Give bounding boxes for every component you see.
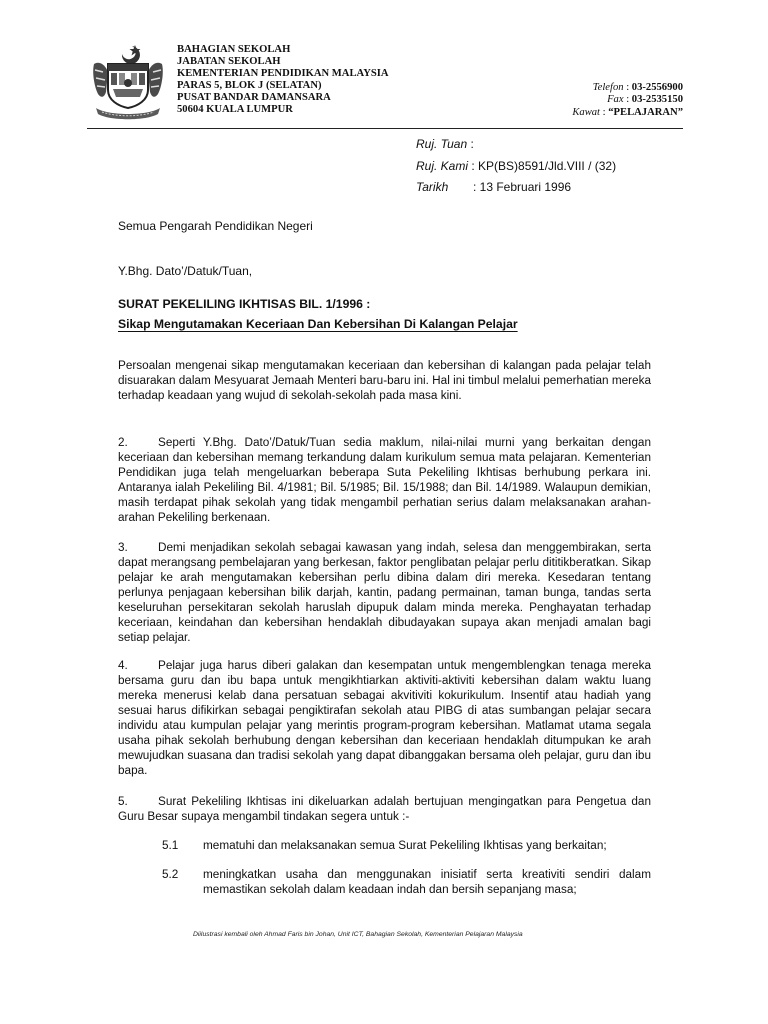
address-line: JABATAN SEKOLAH [177, 56, 281, 68]
contact-label: Kawat [572, 106, 600, 118]
paragraph-4 [118, 658, 651, 778]
footer-credit: Diilustrasi kembali oleh Ahmad Faris bin Johan, Unit ICT, Bahagian Sekolah, Kementerian Pelajaran Malaysia [193, 931, 523, 938]
contact-value: “PELAJARAN” [608, 106, 683, 118]
ref-tarikh [416, 177, 616, 199]
contact-block [572, 82, 683, 119]
paragraph-number: 4. [118, 659, 128, 672]
paragraph-5 [118, 794, 651, 824]
paragraph-text: Persoalan mengenai sikap mengutamakan keceriaan dan kebersihan di kalangan pada pelajar telah disuarakan dalam Mesyuarat Jemaah Menteri baru-baru ini. Hal ini timbul melalui pemerhatian mereka terhadap keadaan yang wujud di sekolah-sekolah pada masa kini. [118, 359, 651, 403]
paragraph-text: Pelajar juga harus diberi galakan dan kesempatan untuk mengemblengkan tenaga mereka bersama guru dan ibu bapa untuk mengikhtiarkan aktiviti-aktiviti kebersihan dalam waktu luang mereka menerusi kelab dana persatuan sebagai akvitiviti kokurikulum. Insentif atau hadiah yang sesuai harus difikirkan sebagai pengiktirafan sekolah atau PIBG di atas sumbangan pelajar secara individu atau kumpulan pelajar yang merintis program-program kebersihan. Matlamat utama segala usaha pihak sekolah berhubung dengan kebersihan dan keceriaan hendaklah ditumpukan ke arah mewujudkan suasana dan tradisi sekolah yang dapat dibanggakan bersama oleh pelajar, guru dan ibu bapa. [118, 659, 651, 778]
ref-tarikh-value: : 13 Februari 1996 [473, 180, 572, 194]
contact-label: Telefon [592, 82, 624, 93]
subitem-number: 5.1 [162, 839, 179, 852]
recipient: Semua Pengarah Pendidikan Negeri [118, 219, 313, 233]
contact-value: 03-2556900 [631, 82, 683, 93]
contact-telefon: Telefon : 03-2556900 [592, 82, 683, 93]
ref-kami-value: : KP(BS)8591/Jld.VIII / (32) [468, 158, 617, 173]
subject-line-1: SURAT PEKELILING IKHTISAS BIL. 1/1996 : [118, 297, 371, 311]
subject-line-2: Sikap Mengutamakan Keceriaan Dan Kebersihan Di Kalangan Pelajar [118, 317, 518, 331]
ref-tuan-sep: : [467, 137, 474, 151]
paragraph-3 [118, 540, 651, 645]
paragraph-number: 3. [118, 541, 128, 554]
reference-block [416, 134, 616, 199]
address-line: PARAS 5, BLOK J (SELATAN) [177, 80, 322, 92]
paragraph-text: Demi menjadikan sekolah sebagai kawasan yang indah, selesa dan menggembirakan, serta dapat merangsang pembelajaran yang berkesan, faktor penglibatan pelajar perlu dititikberatkan. Sikap pelajar ke arah mengutamakan kebersihan perlu dibina dalam diri mereka. Kesedaran tentang perlunya penjagaan kebersihan bilik darjah, kantin, padang permainan, taman bunga, tandas serta keseluruhan persekitaran sekolah haruslah dipupuk dalam minda mereka. Penghayatan terhadap keceriaan, keindahan dan kebersihan hendaklah dibudayakan supaya akan menjadi amalan bagi setiap pelajar. [118, 541, 651, 645]
contact-value: 03-2535150 [631, 94, 683, 106]
ref-tuan-label: Ruj. Tuan [416, 137, 468, 151]
header-divider [87, 128, 683, 129]
paragraph-text: Surat Pekeliling Ikhtisas ini dikeluarkan adalah bertujuan mengingatkan para Pengetua dan Guru Besar supaya mengambil tindakan segera untuk :- [118, 795, 651, 824]
paragraph-number: 2. [118, 436, 128, 449]
subitem-number: 5.2 [162, 868, 179, 881]
paragraph-2 [118, 435, 651, 525]
address-line: PUSAT BANDAR DAMANSARA [177, 92, 331, 104]
contact-fax: Fax : 03-2535150 [607, 94, 683, 106]
address-line: BAHAGIAN SEKOLAH [177, 44, 291, 55]
salutation: Y.Bhg. Dato’/Datuk/Tuan, [118, 264, 253, 278]
ref-tarikh-label: Tarikh [416, 180, 449, 194]
coat-of-arms-crest [88, 42, 168, 124]
subitem-text: mematuhi dan melaksanakan semua Surat Pekeliling Ikhtisas yang berkaitan; [203, 839, 607, 852]
address-line: 50604 KUALA LUMPUR [177, 104, 293, 116]
subject-heading [118, 294, 518, 334]
ref-kami-label: Ruj. Kami [416, 158, 469, 173]
address-line: KEMENTERIAN PENDIDIKAN MALAYSIA [177, 68, 389, 80]
paragraph-1 [118, 358, 651, 403]
office-address [177, 44, 389, 117]
paragraph-number: 5. [118, 795, 128, 808]
ref-kami [416, 156, 616, 178]
paragraph-text: Seperti Y.Bhg. Dato’/Datuk/Tuan sedia maklum, nilai-nilai murni yang berkaitan dengan keceriaan dan kebersihan memang terkandung dalam kurikulum semua mata pelajaran. Kementerian Pendidikan juga telah mengeluarkan beberapa Suta Pekeliling Ikhtisas berhubung perkara ini. Antaranya ialah Pekeliling Bil. 4/1981; Bil. 5/1985; Bil. 15/1988; dan Bil. 14/1989. Walaupun demikian, masih terdapat pihak sekolah yang tidak mengambil perhatian serius dalam melaksanakan arahan-arahan Pekeliling berkenaan. [118, 436, 651, 525]
contact-kawat: Kawat : “PELAJARAN” [572, 106, 683, 118]
ref-tuan [416, 134, 616, 156]
subitem-text: meningkatkan usaha dan menggunakan inisiatif serta kreativiti sendiri dalam memastikan sekolah dalam keadaan indah dan bersih sepanjang masa; [203, 868, 651, 897]
contact-label: Fax [607, 94, 624, 106]
